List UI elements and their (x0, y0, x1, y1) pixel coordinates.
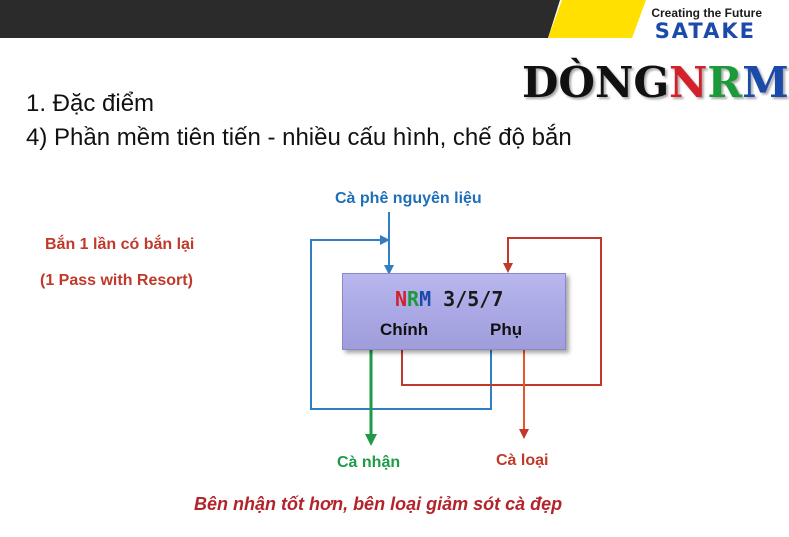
model-letter-m: M (419, 287, 432, 311)
sub-channel-label: Phụ (490, 320, 523, 339)
title-letter-m: M (742, 58, 789, 107)
title-letter-n: N (669, 58, 708, 107)
model-letter-r: R (407, 287, 420, 311)
mode-label-english: (1 Pass with Resort) (40, 272, 193, 289)
brand-logo: SATAKE (654, 19, 756, 43)
footer-note: Bên nhận tốt hơn, bên loại giảm sót cà đẹp (194, 494, 563, 514)
main-channel-label: Chính (380, 320, 429, 339)
machine-model-label (395, 287, 503, 311)
title-letter-r: R (707, 58, 743, 107)
model-number: 3/5/7 (431, 287, 504, 311)
mode-label: Bắn 1 lần có bắn lại (45, 236, 195, 253)
sorter-machine-box (342, 273, 566, 350)
input-label: Cà phê nguyên liệu (335, 190, 482, 207)
slide-title-prefix: DÒNG (522, 58, 670, 107)
section-heading: 1. Đặc điểm (26, 90, 155, 117)
model-letter-n: N (395, 287, 408, 311)
subsection-heading: 4) Phần mềm tiên tiến - nhiều cấu hình, chế độ bắn (26, 124, 572, 151)
reject-label: Cà loại (496, 452, 549, 469)
accept-label: Cà nhận (337, 454, 401, 471)
brand-tagline: Creating the Future (651, 6, 762, 20)
